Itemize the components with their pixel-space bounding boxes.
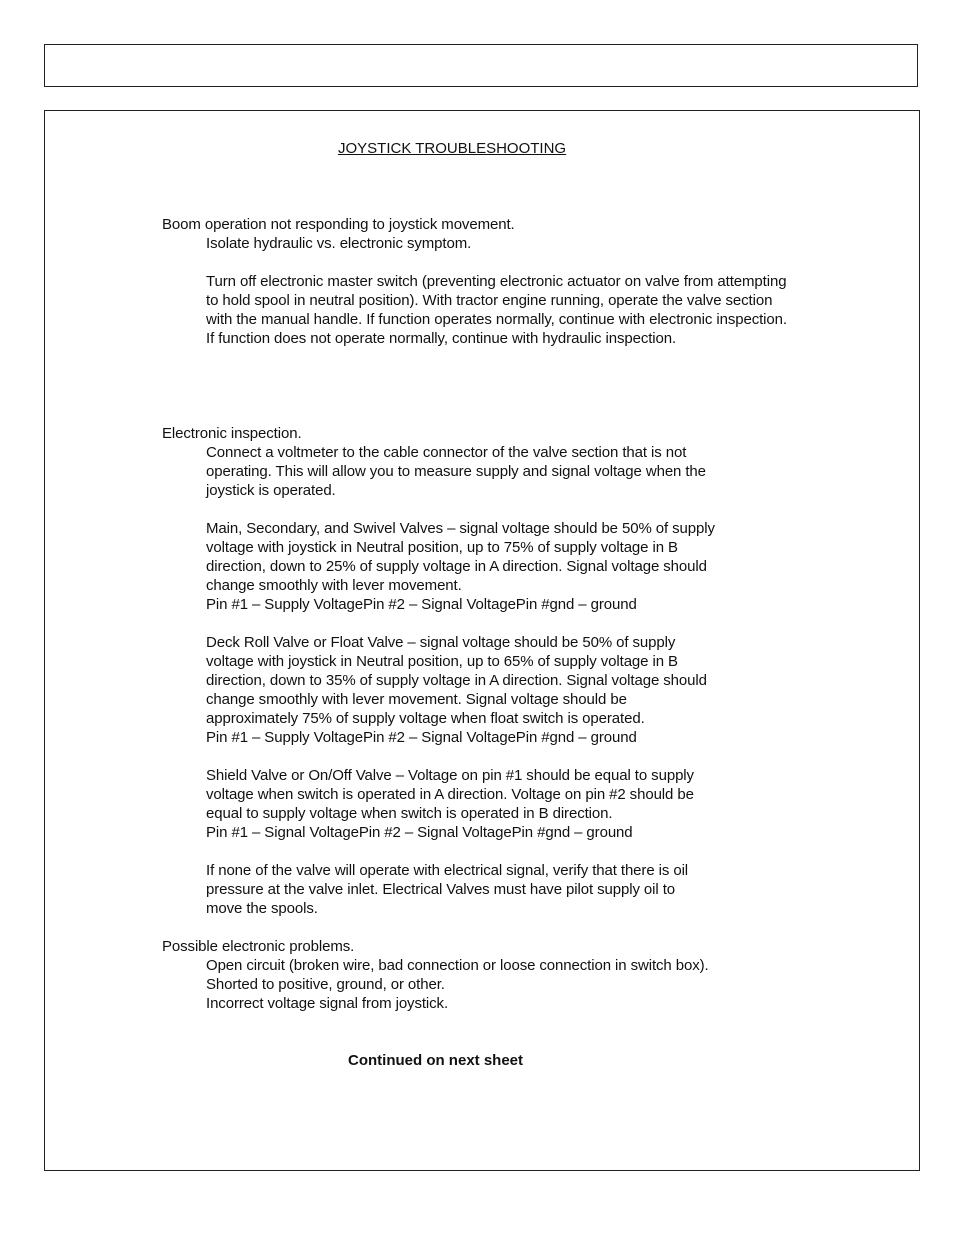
pin-assignment-line: Pin #1 – Supply VoltagePin #2 – Signal VoltagePin #gnd – ground	[206, 729, 637, 746]
text-line: pressure at the valve inlet. Electrical Valves must have pilot supply oil to	[206, 881, 676, 898]
list-item: Open circuit (broken wire, bad connection or loose connection in switch box).	[206, 957, 709, 974]
text-line: direction, down to 35% of supply voltage in A direction. Signal voltage should	[206, 672, 707, 689]
text-line: with the manual handle. If function operates normally, continue with electronic inspection.	[206, 311, 787, 328]
section-heading-possible-problems: Possible electronic problems.	[162, 938, 355, 955]
section-heading-boom-operation: Boom operation not responding to joystick movement.	[162, 216, 515, 233]
text-line: change smoothly with lever movement. Signal voltage should be	[206, 691, 627, 708]
text-line: If function does not operate normally, continue with hydraulic inspection.	[206, 330, 677, 347]
list-item: Shorted to positive, ground, or other.	[206, 976, 445, 993]
text-line: Shield Valve or On/Off Valve – Voltage on pin #1 should be equal to supply	[206, 767, 694, 784]
text-line: joystick is operated.	[206, 482, 336, 499]
header-box	[44, 44, 918, 87]
text-line: change smoothly with lever movement.	[206, 577, 462, 594]
text-line: Isolate hydraulic vs. electronic symptom.	[206, 235, 472, 252]
text-line: voltage with joystick in Neutral position, up to 75% of supply voltage in B	[206, 539, 678, 556]
text-line: Connect a voltmeter to the cable connector of the valve section that is not	[206, 444, 687, 461]
continued-note: Continued on next sheet	[348, 1052, 524, 1069]
page-title: JOYSTICK TROUBLESHOOTING	[338, 140, 567, 157]
text-line: voltage when switch is operated in A direction. Voltage on pin #2 should be	[206, 786, 694, 803]
text-line: Turn off electronic master switch (preventing electronic actuator on valve from attempting	[206, 273, 787, 290]
text-line: direction, down to 25% of supply voltage in A direction. Signal voltage should	[206, 558, 707, 575]
text-line: equal to supply voltage when switch is operated in B direction.	[206, 805, 613, 822]
text-line: Deck Roll Valve or Float Valve – signal voltage should be 50% of supply	[206, 634, 676, 651]
text-line: Main, Secondary, and Swivel Valves – signal voltage should be 50% of supply	[206, 520, 715, 537]
pin-assignment-line: Pin #1 – Supply VoltagePin #2 – Signal VoltagePin #gnd – ground	[206, 596, 637, 613]
section-heading-electronic-inspection: Electronic inspection.	[162, 425, 302, 442]
text-line: voltage with joystick in Neutral position, up to 65% of supply voltage in B	[206, 653, 678, 670]
text-line: If none of the valve will operate with electrical signal, verify that there is oil	[206, 862, 689, 879]
text-line: move the spools.	[206, 900, 318, 917]
text-line: to hold spool in neutral position). With tractor engine running, operate the valve section	[206, 292, 773, 309]
text-line: operating. This will allow you to measure supply and signal voltage when the	[206, 463, 706, 480]
pin-assignment-line: Pin #1 – Signal VoltagePin #2 – Signal VoltagePin #gnd – ground	[206, 824, 633, 841]
list-item: Incorrect voltage signal from joystick.	[206, 995, 449, 1012]
text-line: approximately 75% of supply voltage when float switch is operated.	[206, 710, 645, 727]
